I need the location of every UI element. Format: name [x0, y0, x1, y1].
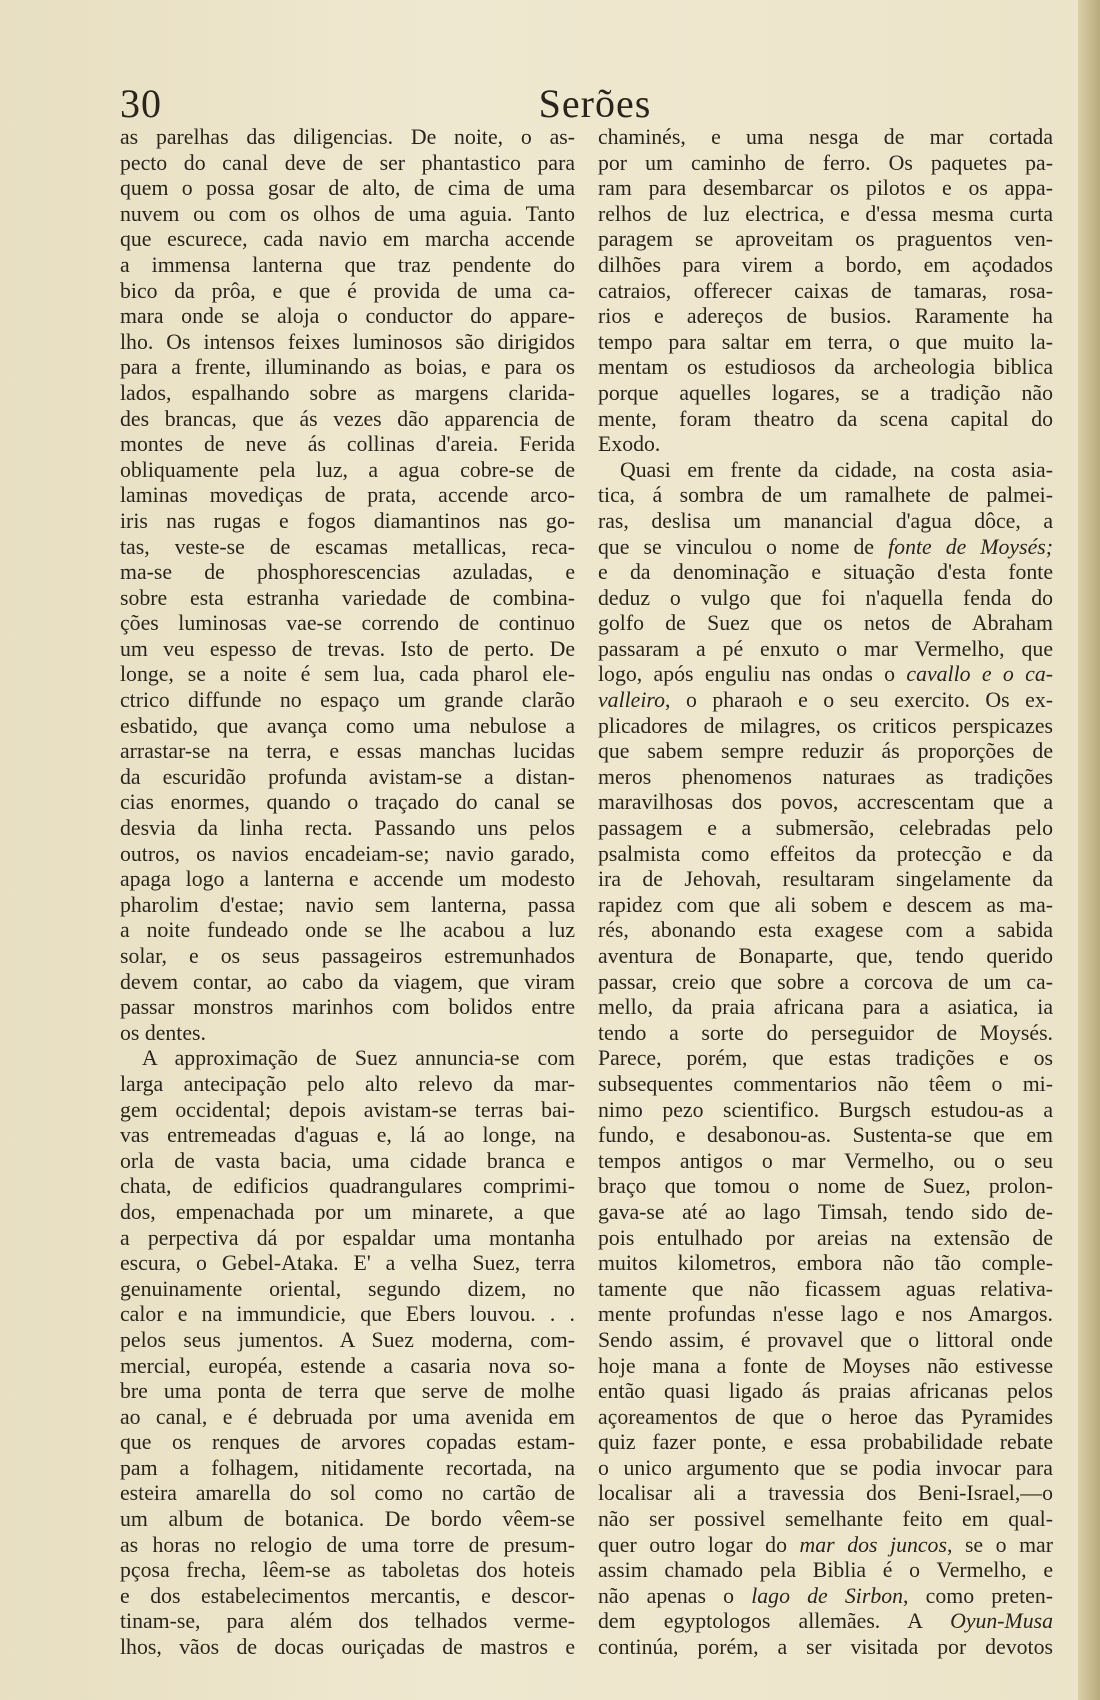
text-line: pecto do canal deve de ser phantastico para: [120, 150, 575, 175]
text-line: nuvem ou com os olhos de uma aguia. Tanto: [120, 201, 575, 226]
text-line: laminas movediças de prata, accende arco-: [120, 483, 575, 508]
text-line: que escurece, cada navio em marcha accende: [120, 227, 575, 252]
text-line: continúa, porém, a ser visitada por devotos: [598, 1635, 1053, 1660]
text-line: por um caminho de ferro. Os paquetes pa-: [598, 150, 1053, 175]
text-line: plicadores de milagres, os criticos perspicazes: [598, 713, 1053, 738]
text-line: dos, empenachada por um minarete, a que: [120, 1199, 575, 1224]
text-line: aventura de Bonaparte, que, tendo querido: [598, 944, 1053, 968]
text-line: localisar ali a travessia dos Beni-Israel,—o: [598, 1481, 1053, 1506]
italic-text: lago de Sirbon: [751, 1583, 904, 1608]
left-text-column: [120, 125, 575, 1661]
text-line: ram para desembarcar os pilotos e os appa-: [598, 176, 1053, 201]
text-line: muitos kilometros, embora não tão comple-: [598, 1251, 1053, 1276]
text-line: ira de Jehovah, resultaram singelamente da: [598, 867, 1053, 892]
text-line: pharolim d'estae; navio sem lanterna, passa: [120, 892, 575, 917]
italic-text: cavallo e o ca-: [906, 662, 1053, 687]
text-line: esteira amarella do sol como no cartão de: [120, 1481, 575, 1506]
text-line: vas entremeadas d'aguas e, lá ao longe, na: [120, 1123, 575, 1148]
text-line: psalmista como effeitos da protecção e da: [598, 841, 1053, 866]
text-line: mentam os estudiosos da archeologia biblica: [598, 355, 1053, 380]
text-line: tamente que não ficassem aguas relativa-: [598, 1276, 1053, 1301]
text-line: lhos, vãos de docas ouriçadas de mastros e: [120, 1635, 575, 1660]
text-line: deduz o vulgo que foi n'aquella fenda do: [598, 585, 1053, 610]
text-line: A approximação de Suez annuncia-se com: [142, 1046, 575, 1071]
text-line: pçosa frecha, lêem-se as taboletas dos hoteis: [120, 1558, 575, 1583]
text-line: catraios, offerecer caixas de tamaras, rosa-: [598, 278, 1053, 303]
italic-text: fonte de Moysés;: [888, 534, 1053, 559]
text-line: mercial, européa, estende a casaria nova so-: [120, 1353, 575, 1378]
page-number: 30: [120, 81, 162, 126]
text-line: escura, o Gebel-Ataka. E' a velha Suez, terra: [120, 1251, 575, 1276]
text-line: orla de vasta bacia, uma cidade branca e: [120, 1148, 575, 1173]
text-line: tempo para saltar em terra, o que muito la-: [598, 329, 1053, 354]
text-line: açoreamentos de que o heroe das Pyramides: [598, 1404, 1053, 1429]
text-line: golfo de Suez que os netos de Abraham: [598, 611, 1053, 636]
text-line: dem egyptologos allemães. A Oyun-Musa: [598, 1609, 1053, 1634]
text-line: a immensa lanterna que traz pendente do: [120, 252, 575, 277]
text-line: ras, deslisa um manancial d'agua dôce, a: [598, 508, 1053, 533]
text-line: pois entulhado por areias na extensão de: [598, 1225, 1053, 1250]
text-line: braço que tomou o nome de Suez, prolon-: [598, 1174, 1053, 1199]
text-line: quiz fazer ponte, e essa probabilidade rebate: [598, 1430, 1053, 1455]
text-line: gava-se até ao lago Timsah, tendo sido de-: [598, 1199, 1053, 1224]
text-line: mello, da praia africana para a asiatica, ia: [598, 995, 1053, 1020]
text-line: ma-se de phosphorescencias azuladas, e: [120, 560, 575, 585]
text-line: outros, os navios encadeiam-se; navio garado,: [120, 841, 575, 866]
text-line: genuinamente oriental, segundo dizem, no: [120, 1276, 575, 1301]
text-line: ções luminosas vae-se correndo de continuo: [120, 611, 575, 636]
text-line: passar, creio que sobre a corcova de um ca-: [598, 969, 1053, 994]
running-title: Serões: [538, 81, 652, 126]
text-line: as horas no relogio de uma torre de presum-: [120, 1532, 575, 1557]
page-edge: [1078, 0, 1100, 1700]
text-line: Sendo assim, é provavel que o littoral onde: [598, 1327, 1053, 1352]
text-line: a noite fundeado onde se lhe acabou a luz: [120, 918, 575, 943]
text-line: o unico argumento que se podia invocar para: [598, 1455, 1053, 1480]
text-line: logo, após enguliu nas ondas o cavallo e o ca-: [598, 662, 1053, 687]
text-line: passar monstros marinhos com bolidos entre: [120, 995, 575, 1020]
text-line: quem o possa gosar de alto, de cima de uma: [120, 176, 575, 201]
text-line: pam a folhagem, nitidamente recortada, na: [120, 1455, 575, 1480]
text-line: obliquamente pela luz, a agua cobre-se de: [120, 457, 575, 482]
text-line: subsequentes commentarios não têem o mi-: [598, 1071, 1053, 1096]
italic-text: valleiro: [598, 688, 665, 713]
text-line: solar, e os seus passageiros estremunhados: [120, 944, 575, 968]
text-line: paragem se aproveitam os praguentos ven-: [598, 227, 1053, 252]
text-line: apaga logo a lanterna e accende um modesto: [120, 867, 575, 892]
text-line: montes de neve ás collinas d'areia. Ferida: [120, 432, 575, 457]
text-line: mara onde se aloja o conductor do appare-: [120, 304, 575, 329]
page-header: [120, 70, 1070, 130]
right-text-column: [598, 125, 1053, 1661]
text-line: iris nas rugas e fogos diamantinos nas go-: [120, 508, 575, 533]
text-line: um album de botanica. De bordo vêem-se: [120, 1507, 575, 1532]
text-line: não apenas o lago de Sirbon, como preten-: [598, 1583, 1053, 1608]
text-line: passagem e a submersão, celebradas pelo: [598, 816, 1053, 841]
text-line: longe, se a noite é sem lua, cada pharol ele-: [120, 662, 575, 687]
text-line: mente profundas n'esse lago e nos Amargos.: [598, 1302, 1053, 1327]
italic-text: Oyun-Musa: [950, 1609, 1053, 1634]
text-line: rés, abonando esta exagese com a sabida: [598, 918, 1053, 943]
text-line: calor e na immundicie, que Ebers louvou. . .: [120, 1302, 575, 1327]
text-line: da escuridão profunda avistam-se a distan-: [120, 764, 575, 789]
text-line: gem occidental; depois avistam-se terras bai-: [120, 1097, 575, 1122]
text-line: e da denominação e situação d'esta fonte: [598, 560, 1053, 585]
text-line: a perpectiva dá por espaldar uma montanha: [120, 1225, 575, 1250]
text-line: pelos seus jumentos. A Suez moderna, com-: [120, 1327, 575, 1352]
text-line: um veu espesso de trevas. Isto de perto. De: [120, 636, 575, 661]
text-line: tendo a sorte do perseguidor de Moysés.: [598, 1020, 1053, 1045]
text-line: que sabem sempre reduzir ás proporções de: [598, 739, 1053, 764]
text-line: desvia da linha recta. Passando uns pelos: [120, 816, 575, 841]
text-line: Parece, porém, que estas tradições e os: [598, 1046, 1053, 1071]
text-line: rapidez com que ali sobem e descem as ma-: [598, 892, 1053, 917]
text-line: larga antecipação pelo alto relevo da mar-: [120, 1071, 575, 1096]
text-line: arrastar-se na terra, e essas manchas lucidas: [120, 739, 575, 764]
text-line: as parelhas das diligencias. De noite, o as-: [120, 125, 575, 149]
text-line: tica, á sombra de um ramalhete de palmei-: [598, 483, 1053, 508]
text-line: para a frente, illuminando as boias, e para os: [120, 355, 575, 380]
text-line: bico da prôa, e que é provida de uma ca-: [120, 278, 575, 303]
text-line: hoje mana a fonte de Moyses não estivesse: [598, 1353, 1053, 1378]
text-line: esbatido, que avança como uma nebulose a: [120, 713, 575, 738]
text-line: valleiro, o pharaoh e o seu exercito. Os ex-: [598, 688, 1053, 713]
text-line: maravilhosas dos povos, accrescentam que a: [598, 790, 1053, 815]
text-line: nimo pezo scientifico. Burgsch estudou-as a: [598, 1097, 1053, 1122]
text-line: tas, veste-se de escamas metallicas, reca-: [120, 534, 575, 559]
text-line: e dos estabelecimentos mercantis, e descor-: [120, 1583, 575, 1608]
text-line: ao canal, e é debruada por uma avenida em: [120, 1404, 575, 1429]
text-line: chata, de edificios quadrangulares comprimi-: [120, 1174, 575, 1199]
text-line: meros phenomenos naturaes as tradições: [598, 764, 1053, 789]
text-line: dilhões para virem a bordo, em açodados: [598, 252, 1053, 277]
text-line: passaram a pé enxuto o mar Vermelho, que: [598, 636, 1053, 661]
text-line: des brancas, que ás vezes dão apparencia de: [120, 406, 575, 431]
text-line: porque aquelles logares, se a tradição não: [598, 380, 1053, 405]
text-line: não ser possivel semelhante feito em qual-: [598, 1507, 1053, 1532]
text-line: relhos de luz electrica, e d'essa mesma curta: [598, 201, 1053, 226]
text-line: ctrico diffunde no espaço um grande clarão: [120, 688, 575, 713]
text-line: devem contar, ao cabo da viagem, que viram: [120, 969, 575, 994]
text-line: fundo, e desabonou-as. Sustenta-se que em: [598, 1123, 1053, 1148]
text-line: cias enormes, quando o traçado do canal se: [120, 790, 575, 815]
text-line: tempos antigos o mar Vermelho, ou o seu: [598, 1148, 1053, 1173]
text-line: Quasi em frente da cidade, na costa asia-: [620, 457, 1053, 482]
text-line: sobre esta estranha variedade de combina-: [120, 585, 575, 610]
text-line: que se vinculou o nome de fonte de Moysés;: [598, 534, 1053, 559]
text-line: quer outro logar do mar dos juncos, se o mar: [598, 1532, 1053, 1557]
text-line: lados, espalhando sobre as margens clarida-: [120, 380, 575, 405]
text-line: os dentes.: [120, 1020, 206, 1045]
text-line: Exodo.: [598, 432, 661, 457]
text-line: que os renques de arvores copadas estam-: [120, 1430, 575, 1455]
text-line: tinam-se, para além dos telhados verme-: [120, 1609, 575, 1634]
text-line: então quasi ligado ás praias africanas pelos: [598, 1379, 1053, 1404]
text-line: lho. Os intensos feixes luminosos são dirigidos: [120, 329, 575, 354]
text-line: chaminés, e uma nesga de mar cortada: [598, 125, 1053, 149]
italic-text: mar dos juncos: [799, 1532, 947, 1557]
text-line: rios e adereços de busios. Raramente ha: [598, 304, 1053, 329]
text-line: mente, foram theatro da scena capital do: [598, 406, 1053, 431]
text-line: assim chamado pela Biblia é o Vermelho, e: [598, 1558, 1053, 1583]
text-line: bre uma ponta de terra que serve de molhe: [120, 1379, 575, 1404]
